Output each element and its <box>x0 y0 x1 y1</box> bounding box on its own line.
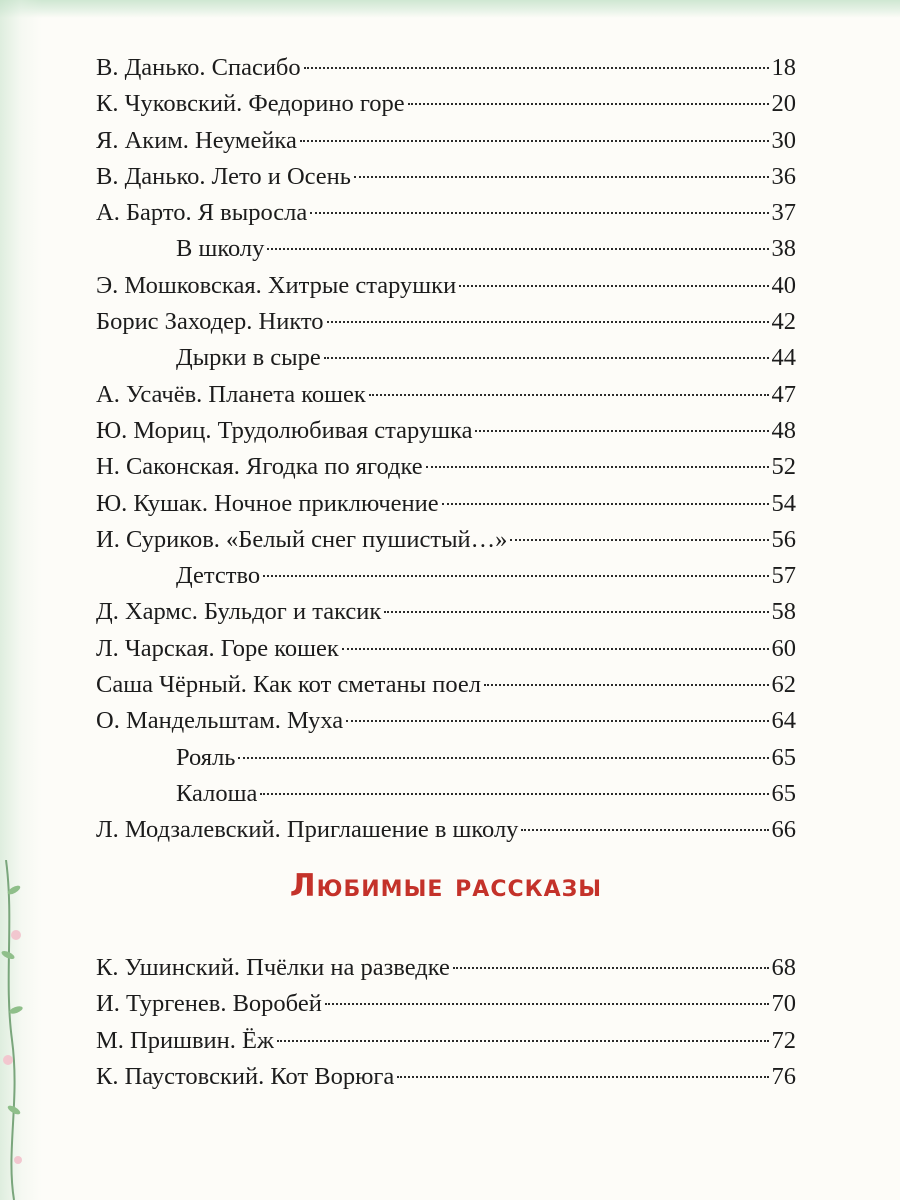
toc-entry <box>96 486 796 522</box>
dot-leader <box>327 321 769 323</box>
toc-entry-title: Л. Модзалевский. Приглашение в школу <box>96 816 519 844</box>
toc-entry <box>96 776 796 812</box>
toc-entry-page: 18 <box>771 54 796 81</box>
toc-entry <box>96 950 796 986</box>
toc-entry-title: К. Ушинский. Пчёлки на разведке <box>96 954 450 981</box>
toc-entry <box>96 413 796 449</box>
toc-entry <box>96 50 796 86</box>
dot-leader <box>263 575 768 577</box>
toc-entry-page: 44 <box>771 344 796 372</box>
toc-entry <box>96 159 796 195</box>
toc-entry <box>96 268 796 304</box>
toc-entry-page: 72 <box>771 1026 796 1054</box>
toc-entry-title: Дырки в сыре <box>176 344 321 372</box>
dot-leader <box>426 466 769 468</box>
toc-entry-page: 60 <box>771 634 796 662</box>
toc-entry-page: 56 <box>771 525 796 553</box>
toc-entry-title: Ю. Мориц. Трудолюбивая старушка <box>96 416 473 444</box>
toc-entry-title: Ю. Кушак. Ночное приключение <box>96 489 439 517</box>
toc-entry-page: 47 <box>771 380 796 408</box>
toc-entry <box>96 703 796 739</box>
dot-leader <box>324 357 769 359</box>
dot-leader <box>354 176 769 178</box>
toc-entry-page: 58 <box>771 598 796 626</box>
toc-entry-page: 57 <box>771 562 796 590</box>
toc-entry <box>96 558 796 594</box>
toc-entry-page: 52 <box>771 453 796 481</box>
dot-leader <box>475 430 768 432</box>
toc-entry-page: 65 <box>771 743 796 771</box>
toc-entry-title: М. Пришвин. Ёж <box>96 1026 274 1054</box>
toc-entry <box>96 740 796 776</box>
toc-entry <box>96 340 796 376</box>
toc-entry-title: И. Тургенев. Воробей <box>96 990 322 1018</box>
toc-entry-page: 48 <box>771 416 796 444</box>
toc-entry-page: 40 <box>771 271 796 299</box>
toc-entry-page: 66 <box>771 816 796 844</box>
toc-entry-page: 38 <box>771 235 796 263</box>
dot-leader <box>521 829 768 831</box>
dot-leader <box>310 212 768 214</box>
toc-entry-page: 54 <box>771 489 796 517</box>
table-of-contents-stories <box>96 950 796 1095</box>
toc-entry-title: К. Чуковский. Федорино горе <box>96 90 405 118</box>
toc-entry <box>96 594 796 630</box>
dot-leader <box>238 757 768 759</box>
dot-leader <box>510 539 768 541</box>
decorative-border-top <box>0 0 900 18</box>
dot-leader <box>484 684 769 686</box>
toc-entry-page: 76 <box>771 1062 796 1090</box>
toc-entry-page: 70 <box>771 990 796 1018</box>
toc-entry <box>96 86 796 122</box>
toc-entry-page: 64 <box>771 707 796 735</box>
toc-entry-page: 36 <box>771 162 796 190</box>
toc-entry-page: 65 <box>771 779 796 807</box>
toc-entry-title: В. Данько. Лето и Осень <box>96 162 351 190</box>
toc-entry <box>96 1059 796 1095</box>
toc-entry-title: Э. Мошковская. Хитрые старушки <box>96 271 457 299</box>
toc-entry <box>96 1023 796 1059</box>
dot-leader <box>277 1040 769 1042</box>
toc-entry-title: А. Усачёв. Планета кошек <box>96 380 366 408</box>
dot-leader <box>325 1003 769 1005</box>
toc-entry-title: А. Барто. Я выросла <box>96 199 308 227</box>
dot-leader <box>300 140 769 142</box>
dot-leader <box>267 248 768 250</box>
dot-leader <box>453 967 769 969</box>
flower-decoration-icon <box>0 860 40 1200</box>
dot-leader <box>369 394 769 396</box>
toc-entry <box>96 195 796 231</box>
toc-entry-title: Калоша <box>176 779 258 807</box>
toc-entry-page: 42 <box>771 308 796 336</box>
table-of-contents <box>96 50 796 849</box>
toc-entry-title: И. Суриков. «Белый снег пушистый…» <box>96 525 508 553</box>
toc-entry <box>96 667 796 703</box>
dot-leader <box>397 1076 768 1078</box>
toc-entry <box>96 304 796 340</box>
toc-entry-title: Рояль <box>176 743 236 771</box>
section-heading: Любимые рассказы <box>289 868 603 904</box>
toc-entry-title: Н. Саконская. Ягодка по ягодке <box>96 453 423 481</box>
dot-leader <box>408 103 769 105</box>
toc-entry <box>96 812 796 848</box>
dot-leader <box>459 285 768 287</box>
toc-entry-page: 20 <box>771 90 796 118</box>
dot-leader <box>342 648 769 650</box>
toc-entry-title: Детство <box>176 562 261 590</box>
toc-entry-page: 30 <box>771 126 796 154</box>
toc-entry-title: О. Мандельштам. Муха <box>96 707 344 735</box>
toc-entry <box>96 377 796 413</box>
toc-entry <box>96 631 796 667</box>
toc-entry <box>96 231 796 267</box>
toc-entry-title: В школу <box>176 235 265 263</box>
toc-entry-title: Саша Чёрный. Как кот сметаны поел <box>96 671 481 699</box>
toc-entry-page: 37 <box>771 199 796 227</box>
toc-entry-title: К. Паустовский. Кот Ворюга <box>96 1062 395 1090</box>
toc-entry-title: Д. Хармс. Бульдог и таксик <box>96 598 382 626</box>
dot-leader <box>384 611 768 613</box>
toc-entry-title: Я. Аким. Неумейка <box>96 126 297 154</box>
toc-entry-title: Борис Заходер. Никто <box>96 308 324 336</box>
dot-leader <box>304 67 769 69</box>
toc-entry <box>96 123 796 159</box>
dot-leader <box>442 503 769 505</box>
dot-leader <box>260 793 768 795</box>
toc-entry-page: 68 <box>771 954 796 981</box>
toc-entry <box>96 449 796 485</box>
toc-entry-page: 62 <box>771 671 796 699</box>
toc-entry-title: Л. Чарская. Горе кошек <box>96 634 339 662</box>
toc-entry <box>96 986 796 1022</box>
dot-leader <box>346 720 768 722</box>
toc-entry <box>96 522 796 558</box>
toc-entry-title: В. Данько. Спасибо <box>96 54 301 81</box>
